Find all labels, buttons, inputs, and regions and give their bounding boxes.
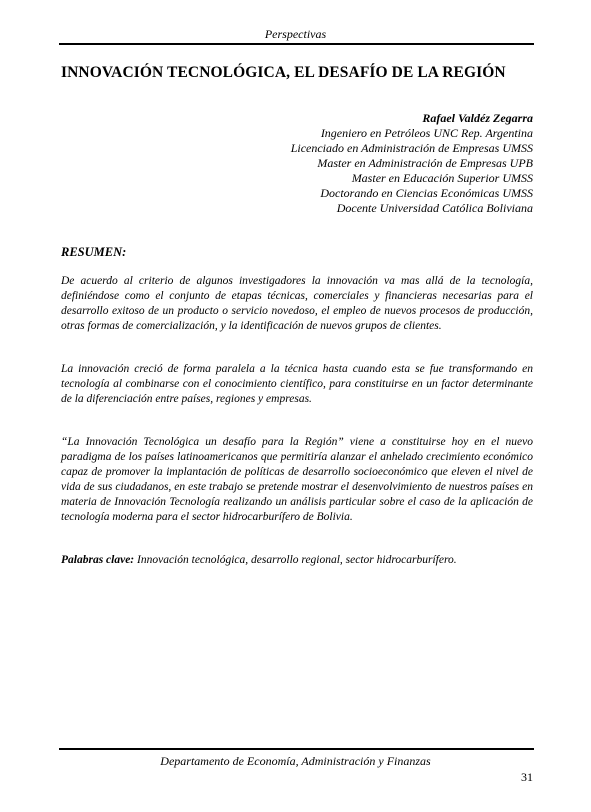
author-credential: Ingeniero en Petróleos UNC Rep. Argentina: [320, 126, 533, 140]
author-credential: Licenciado en Administración de Empresas UMSS: [290, 141, 533, 155]
keywords: [61, 553, 533, 568]
author-credential: Master en Educación Superior UMSS: [351, 171, 533, 185]
footer-rule: [59, 748, 534, 750]
running-head: Perspectivas: [264, 27, 327, 41]
author-credential: Docente Universidad Católica Boliviana: [336, 201, 533, 215]
page-number: 31: [521, 770, 533, 784]
article-title: INNOVACIÓN TECNOLÓGICA, EL DESAFÍO DE LA REGIÓN: [61, 64, 506, 81]
abstract-heading: RESUMEN:: [61, 245, 127, 259]
abstract-paragraph: “La Innovación Tecnológica un desafío para la Región” viene a constituirse hoy en el nuevo paradigma de los países latinoamericanos que permitiría alanzar el anhelado crecimiento económico capaz de promover la implantación de políticas de desarrollo socioeconómico que eleven el nivel de vida de sus ciudadanos, en este trabajo se pretende mostrar el desenvolvimiento de nuestros países en materia de Innovación Tecnología realizando un análisis particular sobre el caso de la aplicación de tecnología moderna para el sector hidrocarburífero de Bolivia.: [61, 436, 533, 523]
author-credential: Master en Administración de Empresas UPB: [317, 156, 533, 170]
author-block: [291, 111, 533, 216]
header-rule: [59, 43, 534, 45]
author-credential: Doctorando en Ciencias Económicas UMSS: [320, 186, 533, 200]
abstract-paragraph: La innovación creció de forma paralela a la técnica hasta cuando esta se fue transformando en tecnología al combinarse con el conocimiento científico, para constituirse en un factor determinante de la diferenciación entre países, regiones y empresas.: [61, 363, 533, 405]
footer-department: Departamento de Economía, Administración y Finanzas: [160, 754, 431, 768]
abstract-paragraph: De acuerdo al criterio de algunos investigadores la innovación va mas allá de la tecnología, definiéndose como el conjunto de etapas técnicas, comerciales y financieras necesarias para el desarrollo exitoso de un producto o servicio novedoso, el empleo de nuevos procesos de producción, otras formas de comercialización, y la identificación de nuevos grupos de clientes.: [61, 275, 533, 332]
author-name: Rafael Valdéz Zegarra: [422, 111, 533, 125]
keywords-label: Palabras clave:: [61, 554, 135, 566]
keywords-text: Innovación tecnológica, desarrollo regional, sector hidrocarburífero.: [134, 554, 457, 566]
